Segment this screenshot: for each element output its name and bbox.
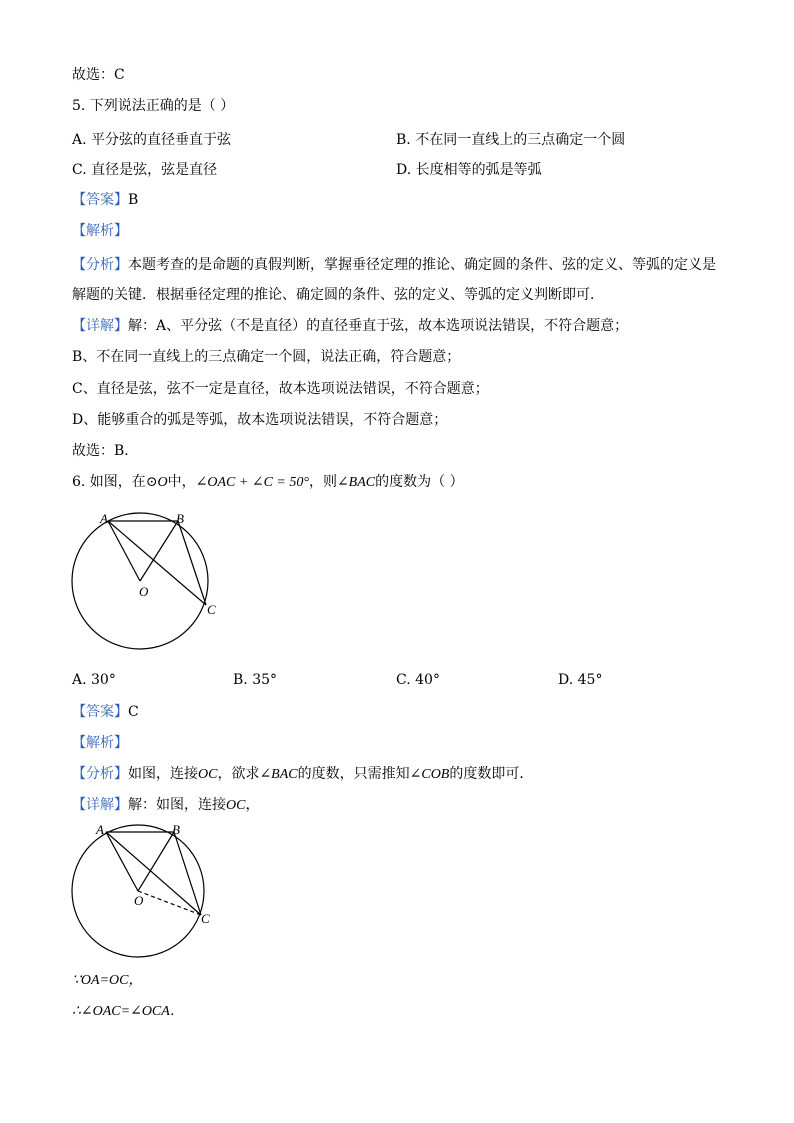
q6-analysis-tag: 【解析】	[72, 735, 128, 751]
label-a: A	[96, 822, 104, 837]
segment-oc-dashed	[138, 891, 201, 915]
segment-ob	[140, 521, 178, 581]
q5-answer	[72, 191, 138, 209]
q6-stem	[72, 473, 464, 492]
xiangjie-tag: 【详解】	[72, 318, 128, 334]
answer-value: B	[128, 192, 139, 208]
fenxi-text: ，欲求	[217, 766, 260, 782]
q6-solution-figure	[68, 819, 228, 964]
circle-o-symbol: ⊙O	[145, 475, 168, 490]
xiangjie-text: 解：A、平分弦（不是直径）的直径垂直于弦，故本选项说法错误，不符合题意；	[128, 318, 629, 334]
segment-ac	[106, 832, 201, 915]
label-o: O	[139, 584, 149, 599]
q5-option-d	[396, 161, 542, 179]
segment-ao	[106, 832, 138, 891]
option-text: 35°	[252, 672, 278, 688]
segment-ac	[108, 521, 206, 605]
fenxi-tag: 【分析】	[72, 766, 128, 782]
option-text: 平分弦的直径垂直于弦	[91, 132, 232, 148]
q5-fenxi-line1	[72, 256, 716, 274]
label-c: C	[201, 911, 210, 926]
fenxi-text: 的度数即可．	[449, 766, 534, 782]
q5-option-b	[396, 131, 625, 149]
option-text: 长度相等的弧是等弧	[415, 162, 542, 178]
q5-option-c	[72, 161, 217, 179]
option-text: 45°	[577, 672, 603, 688]
label-b: B	[176, 511, 184, 526]
option-key: A.	[72, 132, 87, 148]
stem-text: 的度数为（ ）	[375, 474, 464, 490]
q6-fenxi-line	[72, 765, 533, 784]
q5-stem: 5. 下列说法正确的是（ ）	[72, 98, 235, 114]
math-oc: OC	[198, 767, 218, 782]
option-key: B.	[396, 132, 411, 148]
label-o: O	[134, 893, 144, 908]
q6-option-a	[72, 671, 116, 689]
q6-option-d	[558, 671, 602, 689]
option-key: C.	[396, 672, 411, 688]
label-a: A	[100, 511, 108, 526]
fenxi-text: 的度数，只需推知	[297, 766, 410, 782]
answer-value: C	[128, 704, 139, 720]
q6-option-b	[233, 671, 277, 689]
segment-ob	[138, 832, 174, 891]
angle-bac: ∠BAC	[336, 475, 376, 490]
q6-answer	[72, 703, 139, 721]
q4-answer-line: 故选：C	[72, 67, 125, 83]
fenxi-text: 本题考查的是命题的真假判断，掌握垂径定理的推论、确定圆的条件、弦的定义、等弧的定义是	[128, 257, 716, 273]
q5-analysis-tag: 【解析】	[72, 223, 128, 239]
xiangjie-text: ，	[245, 797, 260, 813]
segment-ao	[108, 521, 140, 581]
q6-xiangjie-line	[72, 796, 259, 815]
label-c: C	[207, 602, 216, 617]
stem-text: ，则	[308, 474, 337, 490]
option-text: 40°	[415, 672, 440, 688]
label-b: B	[172, 822, 180, 837]
option-text: 30°	[91, 672, 116, 688]
because-line: ∵OA=OC，	[72, 973, 143, 988]
q5-line-d: D、能够重合的弧是等弧，故本选项说法错误，不符合题意；	[72, 412, 448, 428]
math-oc: OC	[226, 798, 246, 813]
option-key: D.	[558, 672, 574, 688]
answer-tag: 【答案】	[72, 704, 128, 720]
option-text: 直径是弦，弦是直径	[91, 162, 218, 178]
xiangjie-tag: 【详解】	[72, 797, 128, 813]
stem-text: 中，	[167, 474, 196, 490]
math-cob: ∠COB	[409, 767, 450, 782]
fenxi-tag: 【分析】	[72, 257, 128, 273]
therefore-line: ∴∠OAC=∠OCA．	[72, 1004, 184, 1019]
option-key: C.	[72, 162, 87, 178]
q6-option-c	[396, 671, 440, 689]
q5-conclusion: 故选：B．	[72, 443, 139, 459]
math-bac: ∠BAC	[259, 767, 298, 782]
q5-option-a	[72, 131, 231, 149]
option-key: D.	[396, 162, 412, 178]
fenxi-text: 如图，连接	[128, 766, 198, 782]
q6-figure	[70, 505, 230, 655]
q5-fenxi-line2: 解题的关键．根据垂径定理的推论、确定圆的条件、弦的定义、等弧的定义判断即可．	[72, 287, 604, 303]
angle-condition: ∠OAC + ∠C = 50°	[195, 475, 309, 490]
option-key: A.	[72, 672, 87, 688]
option-text: 不在同一直线上的三点确定一个圆	[415, 132, 626, 148]
q5-xiangjie-line1	[72, 317, 628, 335]
answer-tag: 【答案】	[72, 192, 128, 208]
q5-line-b: B、不在同一直线上的三点确定一个圆，说法正确，符合题意；	[72, 349, 461, 365]
q5-line-c: C、直径是弦，弦不一定是直径，故本选项说法错误，不符合题意；	[72, 381, 489, 397]
stem-text: 6. 如图，在	[72, 474, 146, 490]
option-key: B.	[233, 672, 248, 688]
xiangjie-text: 解：如图，连接	[128, 797, 226, 813]
